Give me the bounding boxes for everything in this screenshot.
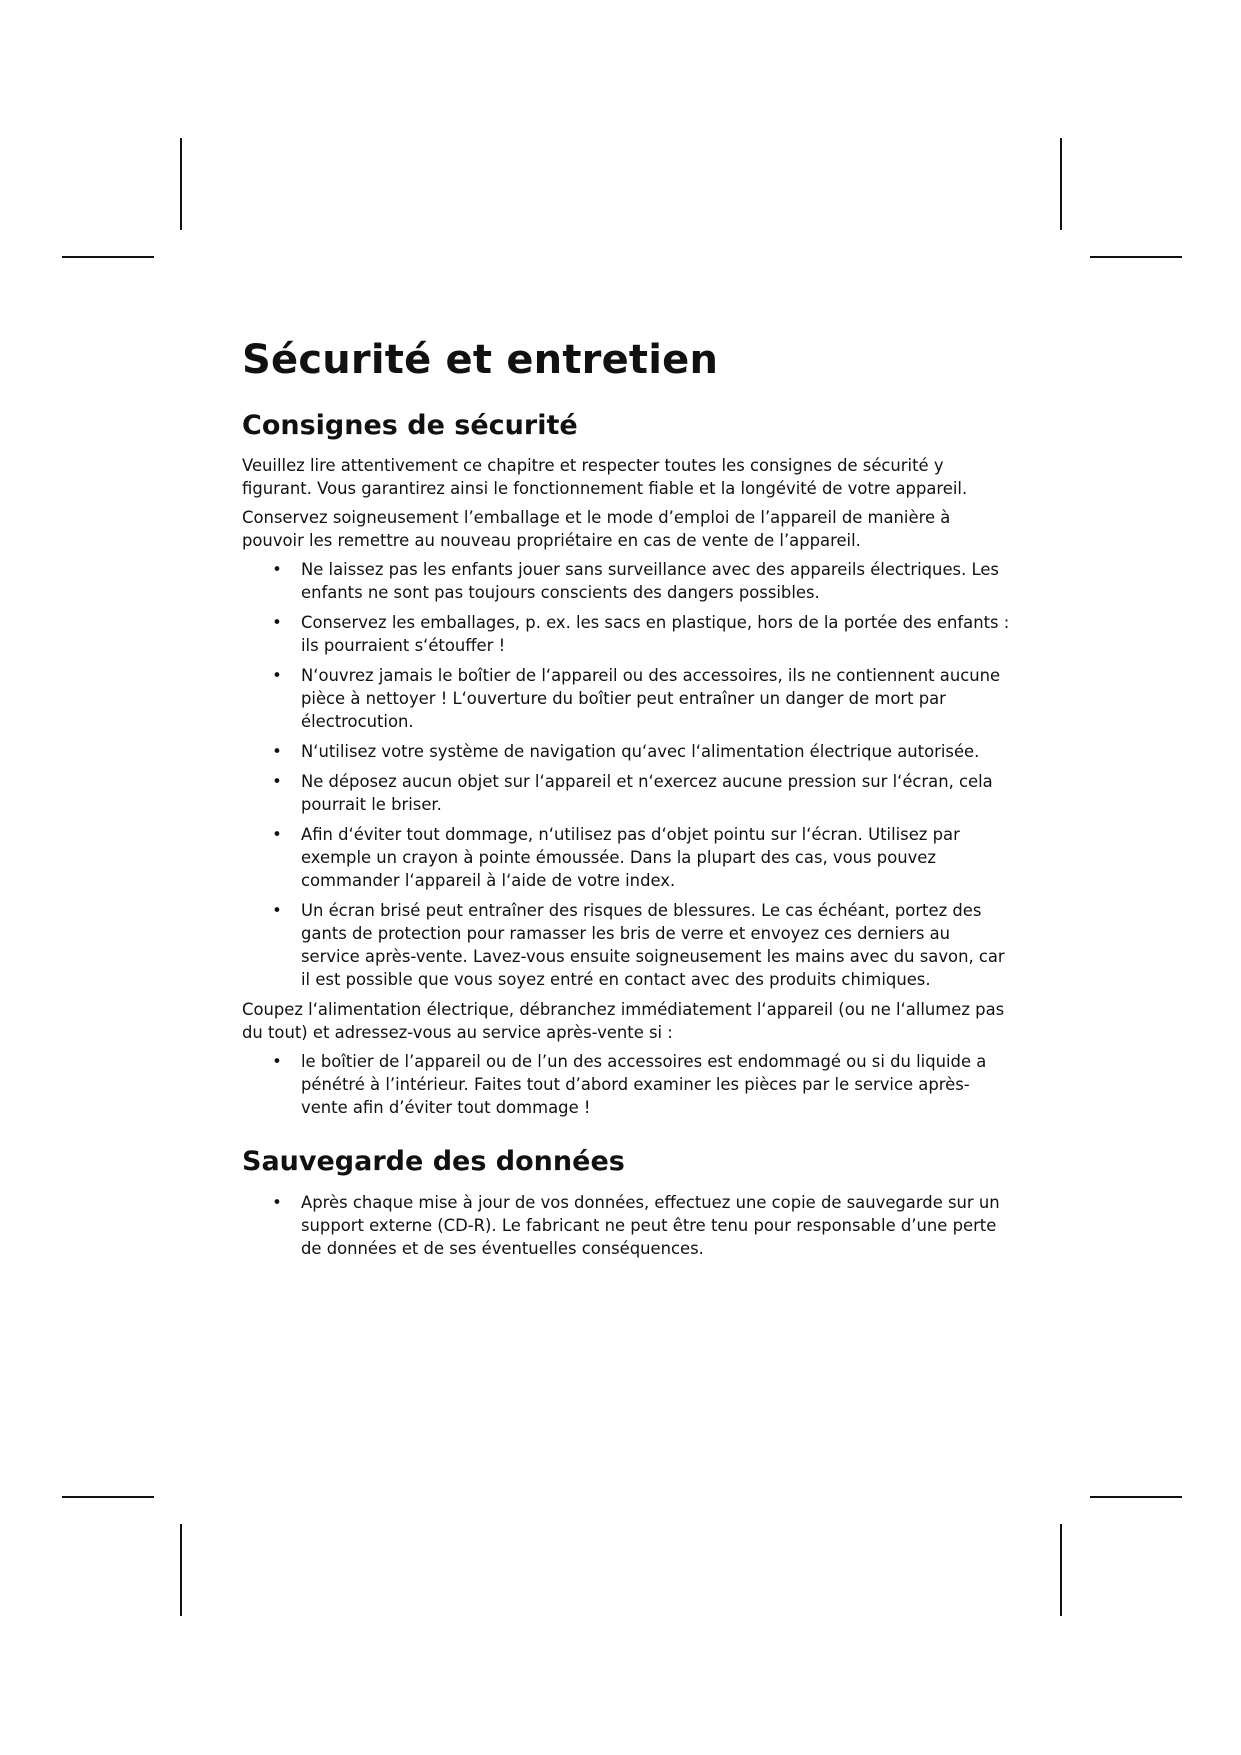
list-item — [272, 558, 1010, 604]
list-item-text: Un écran brisé peut entraîner des risques de blessures. Le cas échéant, portez des gants de protection pour ramasser les bris de verre et envoyez ces derniers au service après-vente. Lavez-vous ensuite soigneusement les mains avec du savon, car il est possible que vous soyez entré en contact avec des produits chimiques. — [301, 901, 1005, 990]
page-content — [242, 336, 1010, 1267]
bullet-icon: • — [272, 560, 282, 580]
paragraph: Conservez soigneusement l’emballage et le mode d’emploi de l’appareil de manière à pouvoir les remettre au nouveau propriétaire en cas de vente de l’appareil. — [242, 508, 951, 551]
service-bullet-list — [242, 1050, 1010, 1119]
page-title: Sécurité et entretien — [242, 337, 719, 383]
list-item — [272, 664, 1010, 733]
bullet-icon: • — [272, 825, 282, 845]
paragraph: Coupez l‘alimentation électrique, débranchez immédiatement l‘appareil (ou ne l‘allumez pas du tout) et adressez-vous au service après-vente si : — [242, 1000, 1005, 1043]
section-heading-backup: Sauvegarde des données — [242, 1146, 625, 1178]
list-item-text: N‘utilisez votre système de navigation qu‘avec l‘alimentation électrique autorisée. — [301, 742, 980, 762]
bullet-icon: • — [272, 666, 282, 686]
list-item-text: Conservez les emballages, p. ex. les sacs en plastique, hors de la portée des enfants : ils pourraient s‘étouffer ! — [301, 613, 1010, 656]
crop-mark-bottom-right-horizontal — [1090, 1496, 1182, 1498]
bullet-icon: • — [272, 901, 282, 921]
list-item — [272, 770, 1010, 816]
paragraph: Veuillez lire attentivement ce chapitre et respecter toutes les consignes de sécurité y figurant. Vous garantirez ainsi le fonctionnement fiable et la longévité de votre appareil. — [242, 456, 968, 499]
list-item-text: le boîtier de l’appareil ou de l’un des accessoires est endommagé ou si du liquide a pénétré à l’intérieur. Faites tout d’abord examiner les pièces par le service après-vente afin d’éviter tout dommage ! — [301, 1052, 987, 1118]
list-item — [272, 1050, 1010, 1119]
backup-bullet-list — [242, 1191, 1010, 1260]
list-item-text: N‘ouvrez jamais le boîtier de l‘appareil ou des accessoires, ils ne contiennent aucune pièce à nettoyer ! L‘ouverture du boîtier peut entraîner un danger de mort par électrocution. — [301, 666, 1001, 732]
list-item — [272, 611, 1010, 657]
list-item-text: Ne déposez aucun objet sur l‘appareil et n‘exercez aucune pression sur l‘écran, cela pourrait le briser. — [301, 772, 993, 815]
safety-bullet-list — [242, 558, 1010, 991]
bullet-icon: • — [272, 1052, 282, 1072]
list-item-text: Après chaque mise à jour de vos données, effectuez une copie de sauvegarde sur un support externe (CD-R). Le fabricant ne peut être tenu pour responsable d’une perte de données et de ses éventuelles conséquences. — [301, 1192, 1000, 1258]
crop-mark-top-left-horizontal — [62, 256, 154, 258]
list-item-text: Ne laissez pas les enfants jouer sans surveillance avec des appareils électriques. Les enfants ne sont pas toujours conscients des dangers possibles. — [301, 560, 999, 603]
section-heading-safety: Consignes de sécurité — [242, 410, 578, 441]
list-item-text: Afin d‘éviter tout dommage, n‘utilisez pas d‘objet pointu sur l‘écran. Utilisez par exemple un crayon à pointe émoussée. Dans la plupart des cas, vous pouvez commander l‘appareil à l‘aide de votre index. — [301, 825, 960, 891]
list-item — [272, 823, 1010, 892]
list-item — [272, 740, 1010, 763]
crop-mark-bottom-left-vertical — [180, 1524, 182, 1616]
list-item — [272, 1191, 1010, 1260]
bullet-icon: • — [272, 772, 282, 792]
list-item — [272, 899, 1010, 991]
bullet-icon: • — [272, 742, 282, 762]
crop-mark-bottom-left-horizontal — [62, 1496, 154, 1498]
crop-mark-top-right-vertical — [1060, 138, 1062, 230]
crop-mark-bottom-right-vertical — [1060, 1524, 1062, 1616]
bullet-icon: • — [272, 613, 282, 633]
bullet-icon: • — [272, 1192, 282, 1212]
crop-mark-top-left-vertical — [180, 138, 182, 230]
crop-mark-top-right-horizontal — [1090, 256, 1182, 258]
